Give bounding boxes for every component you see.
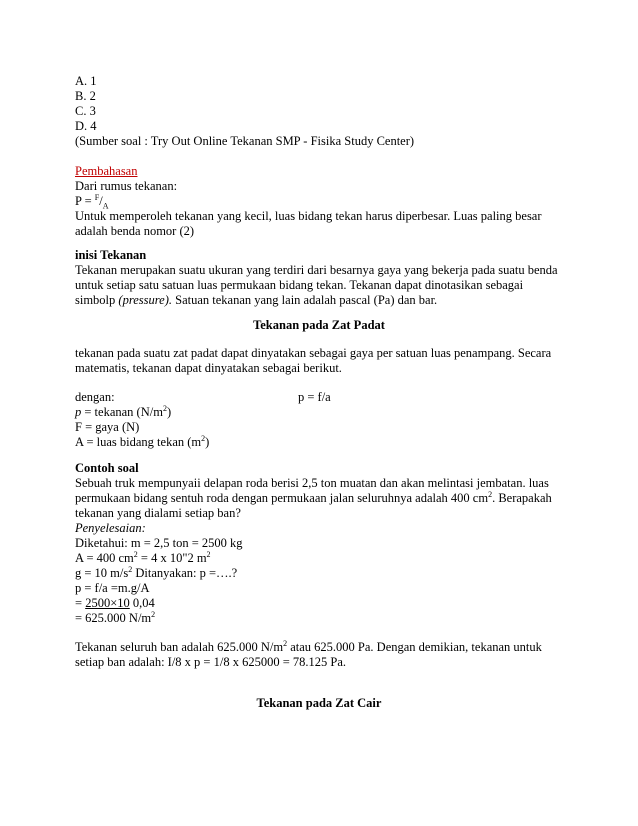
contoh-line-3: tekanan yang dialami setiap ban? (75, 506, 241, 520)
option-b: B. 2 (75, 89, 96, 103)
padat-line-2: matematis, tekanan dapat dinyatakan sebagai berikut. (75, 361, 342, 375)
formula-f: F (94, 192, 100, 202)
gravity-line-a: g = 10 m/s (75, 566, 129, 580)
result-text: = 625.000 N/m (75, 611, 152, 625)
source-note: (Sumber soal : Try Out Online Tekanan SMP - Fisika Study Center) (75, 134, 415, 148)
option-c: C. 3 (75, 104, 96, 118)
a-definition (75, 435, 209, 450)
rumus-line: p = f/a =m.g/A (75, 581, 150, 595)
formula-lhs: P = (75, 194, 95, 208)
step-eq: = (75, 596, 86, 610)
definisi-line-3-a: simbolp (75, 293, 119, 307)
penyelesaian-label: Penyelesaian: (75, 521, 146, 535)
area-line (75, 551, 211, 566)
formula-slash: / (99, 194, 103, 208)
option-a: A. 1 (75, 74, 97, 88)
a-def-text: A = luas bidang tekan (m (75, 435, 202, 449)
result-line (75, 611, 155, 626)
padat-title: Tekanan pada Zat Padat (253, 318, 385, 332)
conclusion-line-1 (75, 640, 542, 655)
area-line-a: A = 400 cm (75, 551, 134, 565)
conclusion-line-2: setiap ban adalah: I/8 x p = 1/8 x 625000 = 78.125 Pa. (75, 655, 347, 669)
a-def-sq: 2 (201, 433, 206, 443)
contoh-line-1: Sebuah truk mempunyaii delapan roda berisi 2,5 ton muatan dan akan melintasi jembatan. luas (75, 476, 549, 490)
p-variable: p (75, 405, 82, 419)
pressure-term: (pressure). (118, 293, 172, 307)
result-sq: 2 (151, 609, 156, 619)
contoh-line-2-sq: 2 (488, 489, 493, 499)
pembahasan-line-1: Dari rumus tekanan: (75, 179, 178, 193)
area-line-sq-2: 2 (206, 549, 211, 559)
p-def-sq: 2 (162, 403, 167, 413)
pembahasan-formula (75, 194, 109, 209)
padat-formula: p = f/a (298, 390, 331, 404)
p-def-text: = tekanan (N/m (81, 405, 163, 419)
definisi-line-3 (75, 293, 437, 308)
gravity-line-b: Ditanyakan: p =….? (132, 566, 238, 580)
pembahasan-line-3: Untuk memperoleh tekanan yang kecil, luas bidang tekan harus diperbesar. Luas paling besar (75, 209, 542, 223)
step-numerator: 2500×10 (85, 596, 130, 610)
gravity-line-sq: 2 (128, 564, 133, 574)
conclusion-line-1-a: Tekanan seluruh ban adalah 625.000 N/m (75, 640, 284, 654)
contoh-line-2-a: permukaan bidang sentuh roda dengan permukaan jalan seluruhnya adalah 400 cm (75, 491, 489, 505)
conclusion-sq: 2 (283, 638, 288, 648)
padat-line-1: tekanan pada suatu zat padat dapat dinyatakan sebagai gaya per satuan luas penampang. Secara (75, 346, 552, 360)
definisi-line-1: Tekanan merupakan suatu ukuran yang terdiri dari besarnya gaya yang bekerja pada suatu benda (75, 263, 558, 277)
p-definition (75, 405, 171, 420)
area-line-sq-1: 2 (133, 549, 138, 559)
pembahasan-heading: Pembahasan (75, 164, 138, 178)
contoh-line-2 (75, 491, 552, 506)
definisi-line-2: untuk setiap satu satuan luas permukaan bidang tekan. Tekanan dapat dinotasikan sebagai (75, 278, 524, 292)
definisi-heading: inisi Tekanan (75, 248, 147, 262)
contoh-heading: Contoh soal (75, 461, 139, 475)
pembahasan-line-4: adalah benda nomor (2) (75, 224, 195, 238)
option-d: D. 4 (75, 119, 97, 133)
formula-a: A (102, 201, 109, 211)
diketahui-line: Diketahui: m = 2,5 ton = 2500 kg (75, 536, 243, 550)
definisi-line-3-c: Satuan tekanan yang lain adalah pascal (Pa) dan bar. (172, 293, 438, 307)
a-def-close: ) (205, 435, 210, 449)
step-denominator: 0,04 (129, 596, 155, 610)
step-line (75, 596, 155, 611)
dengan-label: dengan: (75, 390, 115, 404)
cair-title: Tekanan pada Zat Cair (256, 696, 382, 710)
area-line-b: = 4 x 10"2 m (137, 551, 207, 565)
f-definition: F = gaya (N) (75, 420, 140, 434)
gravity-line (75, 566, 237, 581)
conclusion-line-1-b: atau 625.000 Pa. Dengan demikian, tekanan untuk (287, 640, 542, 654)
contoh-line-2-b: . Berapakah (492, 491, 552, 505)
p-def-close: ) (166, 405, 172, 419)
